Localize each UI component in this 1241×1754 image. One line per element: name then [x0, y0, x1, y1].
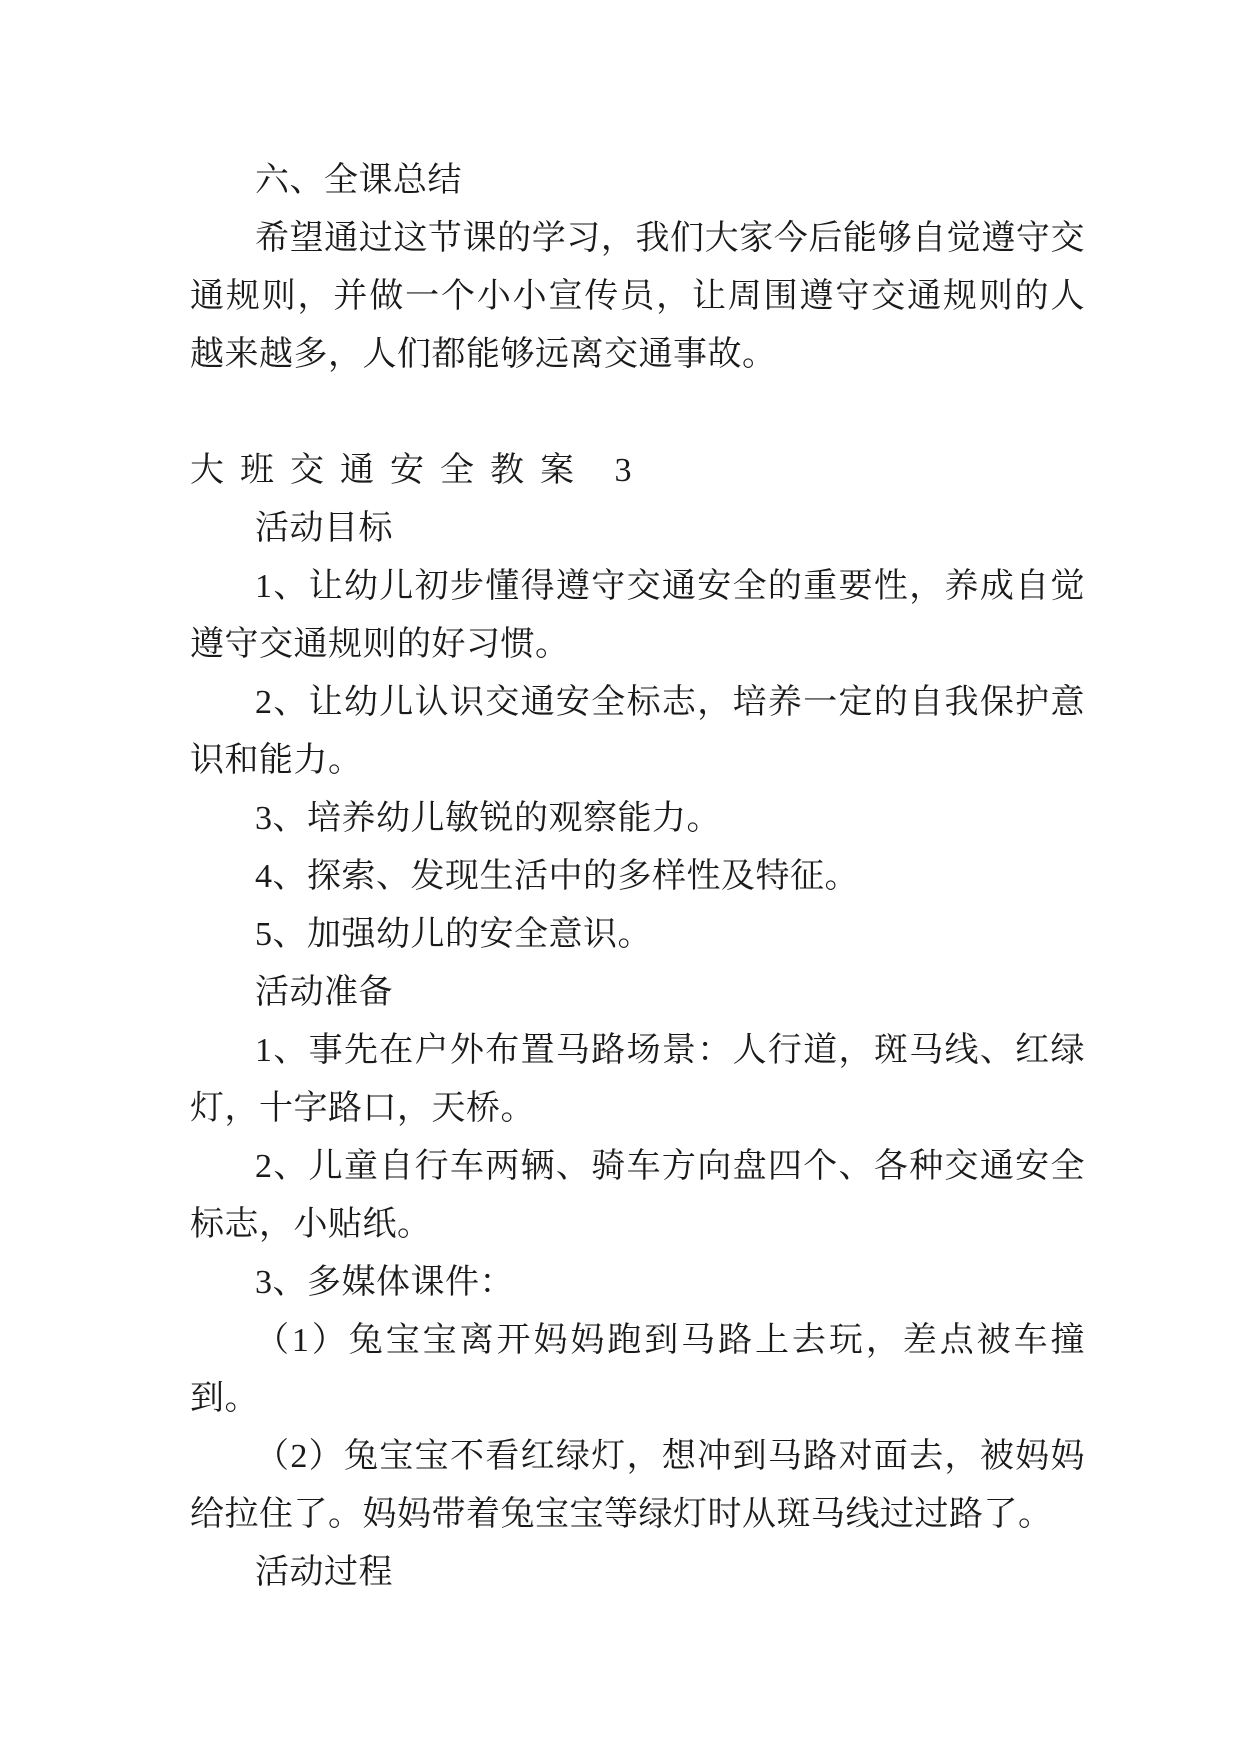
- paragraph: 1、让幼儿初步懂得遵守交通安全的重要性，养成自觉遵守交通规则的好习惯。: [190, 568, 1085, 663]
- paragraph: 4、探索、发现生活中的多样性及特征。: [255, 858, 859, 895]
- document-section-title: 大班交通安全教案 3: [190, 452, 648, 489]
- paragraph: 2、让幼儿认识交通安全标志，培养一定的自我保护意识和能力。: [190, 684, 1085, 779]
- paragraph: 3、多媒体课件：: [255, 1264, 514, 1301]
- paragraph: 活动过程: [255, 1554, 393, 1591]
- paragraph: （2）兔宝宝不看红绿灯，想冲到马路对面去，被妈妈给拉住了。妈妈带着兔宝宝等绿灯时从斑马线过过路了。: [190, 1438, 1085, 1533]
- paragraph: 活动目标: [255, 510, 393, 547]
- paragraph: 3、培养幼儿敏锐的观察能力。: [255, 800, 721, 837]
- paragraph: 5、加强幼儿的安全意识。: [255, 916, 652, 953]
- document-content: [190, 152, 1085, 1602]
- paragraph: （1）兔宝宝离开妈妈跑到马路上去玩，差点被车撞到。: [190, 1322, 1085, 1417]
- paragraph: 2、儿童自行车两辆、骑车方向盘四个、各种交通安全标志，小贴纸。: [190, 1148, 1085, 1243]
- paragraph: 活动准备: [255, 974, 393, 1011]
- paragraph: 1、事先在户外布置马路场景：人行道，斑马线、红绿灯，十字路口，天桥。: [190, 1032, 1085, 1127]
- paragraph: 希望通过这节课的学习，我们大家今后能够自觉遵守交通规则，并做一个小小宣传员，让周围遵守交通规则的人越来越多，人们都能够远离交通事故。: [190, 220, 1085, 373]
- paragraph: 六、全课总结: [255, 162, 462, 199]
